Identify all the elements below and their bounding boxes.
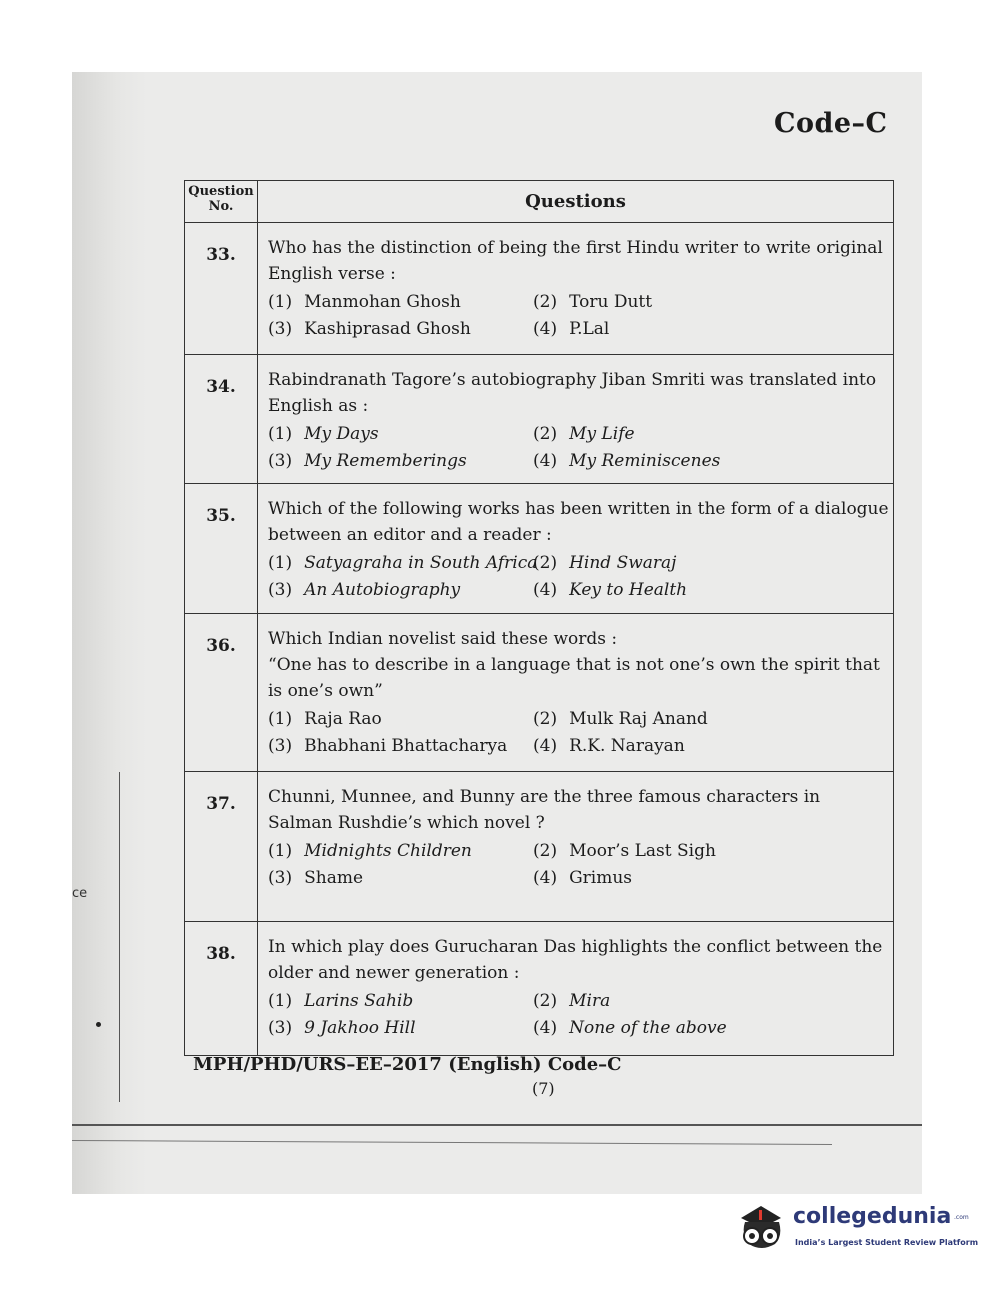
table-header-row <box>185 181 894 223</box>
option-text: My Life <box>569 424 635 444</box>
question-row <box>185 922 894 1056</box>
question-text: Chunni, Munnee, and Bunny are the three famous characters in Salman Rushdie’s which novel ? <box>268 787 821 833</box>
answer-option <box>268 577 533 604</box>
option-number: (2) <box>533 841 558 861</box>
question-number: 33. <box>185 223 258 355</box>
option-text: Kashiprasad Ghosh <box>304 319 471 339</box>
page-fold-shadow <box>72 72 147 1194</box>
question-quote: “One has to describe in a language that is not one’s own the spirit that is one’s own” <box>268 655 880 701</box>
option-number: (3) <box>268 319 293 339</box>
option-text: Larins Sahib <box>304 991 414 1011</box>
answer-option <box>268 865 533 892</box>
answer-option <box>533 448 889 475</box>
questions-body <box>185 223 894 1056</box>
question-cell <box>258 223 894 355</box>
exam-footer: MPH/PHD/URS–EE–2017 (English) Code–C <box>193 1054 622 1075</box>
option-text: Midnights Children <box>304 841 472 861</box>
options-grid <box>268 289 889 343</box>
question-cell <box>258 922 894 1056</box>
answer-option <box>533 733 889 760</box>
option-text: Key to Health <box>569 580 688 600</box>
question-number: 38. <box>185 922 258 1056</box>
option-number: (2) <box>533 709 558 729</box>
question-row <box>185 614 894 772</box>
question-number: 34. <box>185 355 258 484</box>
option-text: My Days <box>304 424 379 444</box>
option-number: (1) <box>268 424 293 444</box>
question-cell <box>258 614 894 772</box>
option-text: Shame <box>304 868 364 888</box>
option-text: 9 Jakhoo Hill <box>304 1018 416 1038</box>
option-text: Mira <box>569 991 611 1011</box>
answer-option <box>268 448 533 475</box>
page-edge-line-2 <box>72 1140 832 1145</box>
option-number: (3) <box>268 868 293 888</box>
answer-option <box>268 988 533 1015</box>
answer-option <box>533 316 889 343</box>
answer-option <box>533 289 889 316</box>
question-cell <box>258 484 894 614</box>
question-text: Who has the distinction of being the first Hindu writer to write original English verse : <box>268 238 883 284</box>
option-number: (3) <box>268 580 293 600</box>
option-number: (4) <box>533 580 558 600</box>
answer-option <box>533 838 889 865</box>
option-number: (2) <box>533 991 558 1011</box>
margin-fragment: ce <box>72 886 88 901</box>
option-text: Bhabhani Bhattacharya <box>304 736 508 756</box>
answer-option <box>533 865 889 892</box>
answer-option <box>533 1015 889 1042</box>
option-text: Toru Dutt <box>569 292 653 312</box>
question-number: 36. <box>185 614 258 772</box>
option-text: My Rememberings <box>304 451 467 471</box>
options-grid <box>268 421 889 475</box>
option-text: Manmohan Ghosh <box>304 292 461 312</box>
option-text: Grimus <box>569 868 633 888</box>
option-number: (3) <box>268 1018 293 1038</box>
option-number: (2) <box>533 553 558 573</box>
option-number: (1) <box>268 553 293 573</box>
option-number: (1) <box>268 991 293 1011</box>
options-grid <box>268 550 889 604</box>
answer-option <box>533 550 889 577</box>
question-number: 35. <box>185 484 258 614</box>
answer-option <box>268 1015 533 1042</box>
options-grid <box>268 988 889 1042</box>
questions-table <box>184 180 894 1056</box>
question-row <box>185 772 894 922</box>
option-text: My Reminiscenes <box>569 451 721 471</box>
question-row <box>185 355 894 484</box>
answer-option <box>268 550 538 577</box>
question-text: Which of the following works has been written in the form of a dialogue between an editor and a reader : <box>268 499 889 545</box>
option-number: (4) <box>533 1018 558 1038</box>
answer-option <box>533 421 889 448</box>
question-number: 37. <box>185 772 258 922</box>
option-number: (2) <box>533 424 558 444</box>
option-text: Raja Rao <box>304 709 382 729</box>
code-label: Code–C <box>774 108 888 139</box>
answer-option <box>268 838 533 865</box>
question-text: Rabindranath Tagore’s autobiography Jiban Smriti was translated into English as : <box>268 370 877 416</box>
option-text: Moor’s Last Sigh <box>569 841 716 861</box>
option-number: (4) <box>533 451 558 471</box>
option-number: (4) <box>533 868 558 888</box>
question-text: Which Indian novelist said these words : <box>268 629 618 649</box>
answer-option <box>268 316 533 343</box>
answer-option <box>533 577 889 604</box>
option-text: Satyagraha in South Africa <box>304 553 538 573</box>
option-number: (3) <box>268 736 293 756</box>
question-text: In which play does Gurucharan Das highlights the conflict between the older and newer generation : <box>268 937 883 983</box>
edge-line <box>119 772 120 1102</box>
answer-option <box>268 289 533 316</box>
option-text: None of the above <box>569 1018 727 1038</box>
answer-option <box>268 706 533 733</box>
option-text: R.K. Narayan <box>569 736 685 756</box>
column-header-number: Question No. <box>185 181 258 223</box>
answer-option <box>533 706 889 733</box>
option-text: Hind Swaraj <box>569 553 677 573</box>
option-number: (1) <box>268 709 293 729</box>
question-row <box>185 223 894 355</box>
brand-suffix: .com <box>954 1214 969 1221</box>
option-number: (4) <box>533 319 558 339</box>
page-edge-line <box>72 1124 922 1126</box>
question-cell <box>258 355 894 484</box>
option-number: (3) <box>268 451 293 471</box>
option-text: Mulk Raj Anand <box>569 709 708 729</box>
question-row <box>185 484 894 614</box>
column-header-questions: Questions <box>258 181 894 223</box>
option-text: P.Lal <box>569 319 610 339</box>
answer-option <box>268 733 533 760</box>
answer-option <box>533 988 889 1015</box>
brand-tagline: India’s Largest Student Review Platform <box>795 1238 979 1247</box>
options-grid <box>268 706 889 760</box>
question-cell <box>258 772 894 922</box>
page-number: (7) <box>532 1079 555 1098</box>
options-grid <box>268 838 889 892</box>
brand-name: collegedunia <box>793 1204 952 1229</box>
owl-mascot-icon <box>735 1196 791 1254</box>
collegedunia-logo <box>735 1196 979 1256</box>
option-number: (1) <box>268 841 293 861</box>
option-number: (1) <box>268 292 293 312</box>
answer-option <box>268 421 533 448</box>
edge-dot <box>96 1022 101 1027</box>
option-number: (4) <box>533 736 558 756</box>
option-text: An Autobiography <box>304 580 461 600</box>
option-number: (2) <box>533 292 558 312</box>
